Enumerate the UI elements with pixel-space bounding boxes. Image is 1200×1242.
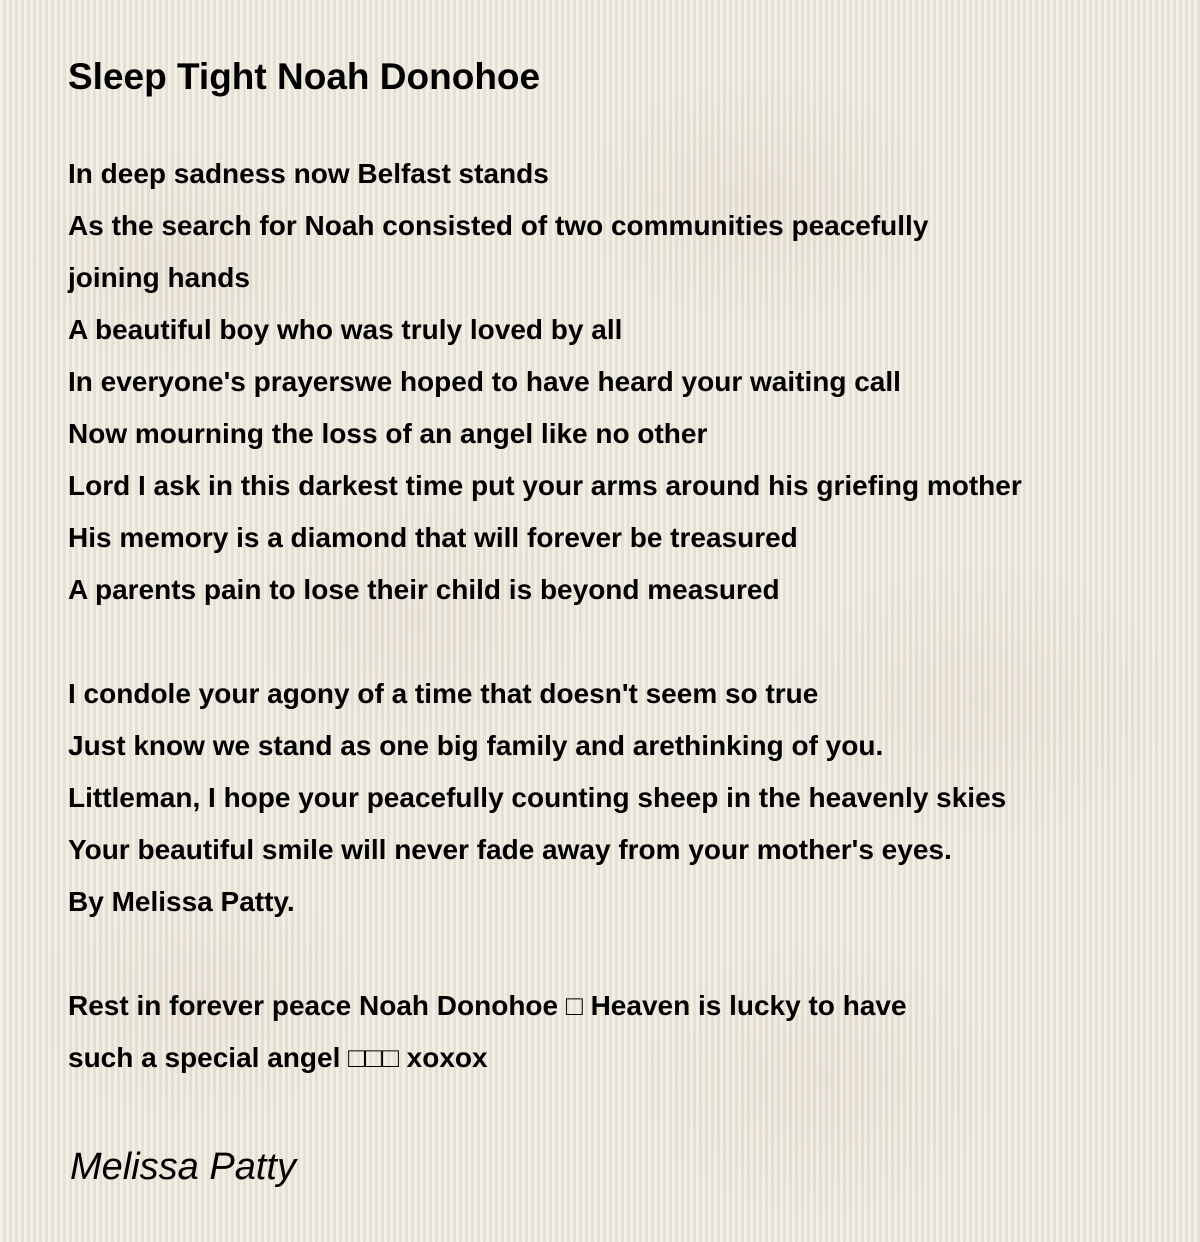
poem-container (68, 52, 1188, 1136)
poem-title: Sleep Tight Noah Donohoe (68, 56, 541, 97)
poem-line: By Melissa Patty. (68, 886, 295, 917)
poem-line: Rest in forever peace Noah Donohoe □ Heaven is lucky to have (68, 990, 907, 1021)
stanza-3 (68, 980, 1188, 1084)
poem-line: As the search for Noah consisted of two communities peacefully (68, 210, 929, 241)
poem-line: Your beautiful smile will never fade away from your mother's eyes. (68, 834, 952, 865)
poem-line: A beautiful boy who was truly loved by all (68, 314, 623, 345)
poem-line: In everyone's prayerswe hoped to have heard your waiting call (68, 366, 901, 397)
poem-line: His memory is a diamond that will forever be treasured (68, 522, 798, 553)
stanza-2 (68, 668, 1188, 928)
poem-author: Melissa Patty (70, 1146, 296, 1188)
poem-line: A parents pain to lose their child is beyond measured (68, 574, 780, 605)
poem-line: Littleman, I hope your peacefully counting sheep in the heavenly skies (68, 782, 1007, 813)
poem-line: Lord I ask in this darkest time put your arms around his griefing mother (68, 470, 1022, 501)
poem-line: Just know we stand as one big family and arethinking of you. (68, 730, 884, 761)
poem-line: Now mourning the loss of an angel like no other (68, 418, 708, 449)
poem-line: In deep sadness now Belfast stands (68, 158, 549, 189)
stanza-1 (68, 148, 1188, 616)
poem-line: joining hands (68, 262, 250, 293)
poem-line: I condole your agony of a time that doesn't seem so true (68, 678, 819, 709)
poem-line: such a special angel □□□ xoxox (68, 1042, 488, 1073)
poem-body (68, 148, 1188, 1084)
